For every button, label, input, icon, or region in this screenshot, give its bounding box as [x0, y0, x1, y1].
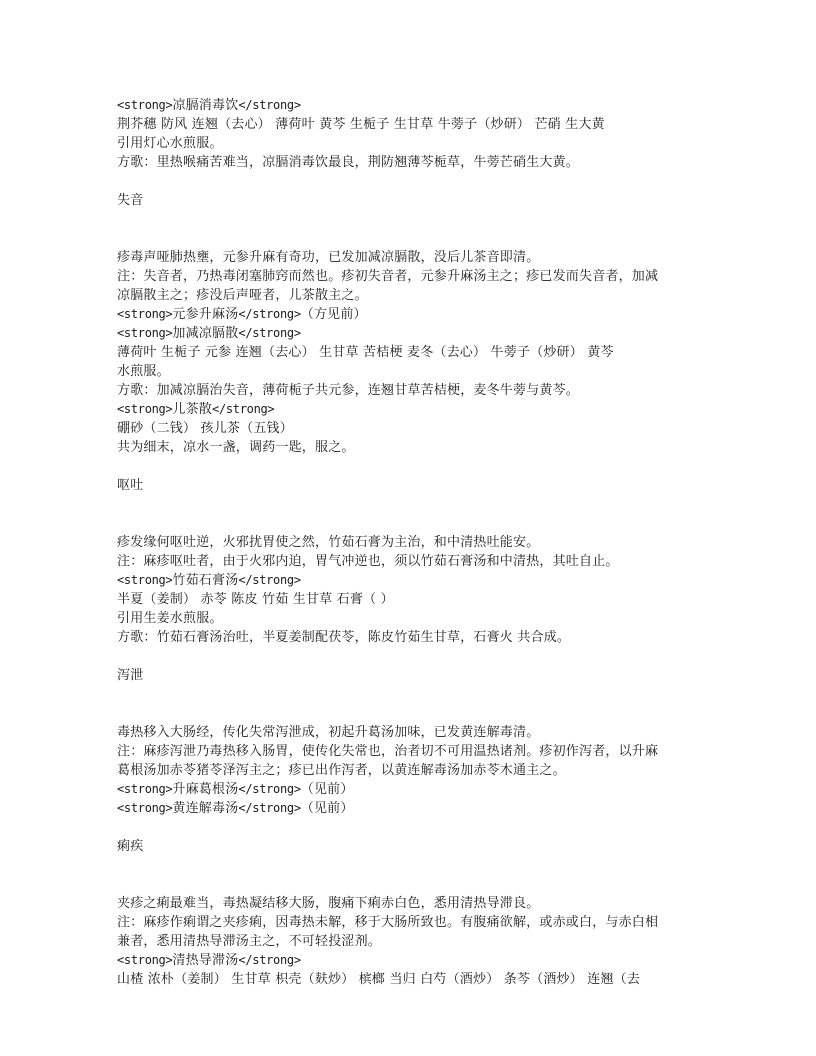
note-line: 注：麻疹呕吐者，由于火邪内迫，胃气冲逆也，须以竹茹石膏汤和中清热，其吐自止。 — [117, 554, 619, 569]
strong-close-tag: </strong> — [238, 953, 301, 967]
strong-close-tag: </strong> — [238, 801, 301, 815]
strong-open-tag: <strong> — [117, 98, 173, 112]
verse-line: 疹毒声哑肺热壅，元参升麻有奇功，已发加减凉膈散，没后儿茶音即清。 — [117, 250, 540, 265]
strong-open-tag: <strong> — [117, 801, 173, 815]
ingredients-line: 荆芥穗 防风 连翘（去心） 薄荷叶 黄芩 生栀子 生甘草 牛蒡子（炒研） 芒硝 生大黄 — [117, 117, 605, 132]
verse-line: 方歌：加减凉膈治失音，薄荷栀子共元参，连翘甘草苦桔梗，麦冬牛蒡与黄芩。 — [117, 383, 580, 398]
formula-name: 凉膈消毒饮 — [172, 98, 239, 113]
strong-close-tag: </strong> — [238, 782, 301, 796]
section-heading: 痢疾 — [117, 839, 144, 854]
verse-line: 方歌：竹茹石膏汤治吐，半夏姜制配茯苓，陈皮竹茹生甘草，石膏火 共合成。 — [117, 630, 571, 645]
verse-line: 疹发缘何呕吐逆，火邪扰胃使之然，竹茹石膏为主治，和中清热吐能安。 — [117, 535, 540, 550]
ingredients-line: 半夏（姜制） 赤苓 陈皮 竹茹 生甘草 石膏（ ） — [117, 592, 394, 607]
ingredients-line: 山楂 浓朴（姜制） 生甘草 枳壳（麸炒） 槟榔 当归 白芍（酒炒） 条芩（酒炒） 连翘（去 — [117, 972, 641, 987]
note-line: 注：麻疹泻泄乃毒热移入肠胃，使传化失常也，治者切不可用温热诸剂。疹初作泻者，以升麻 — [117, 744, 659, 759]
section-liangge-xiaodu-yin — [117, 96, 707, 172]
note-line: 兼者，悉用清热导滞汤主之，不可轻投涩剂。 — [117, 934, 382, 949]
strong-open-tag: <strong> — [117, 782, 173, 796]
ingredients-line: 薄荷叶 生栀子 元参 连翘（去心） 生甘草 苦桔梗 麦冬（去心） 牛蒡子（炒研） 黄芩 — [117, 345, 614, 360]
formula-title — [117, 324, 707, 343]
formula-suffix: （见前） — [300, 782, 354, 797]
note-line: 凉膈散主之；疹没后声哑者，儿茶散主之。 — [117, 288, 368, 303]
strong-close-tag: </strong> — [212, 402, 275, 416]
formula-title — [117, 951, 707, 970]
formula-name: 升麻葛根汤 — [172, 782, 239, 797]
section-heading: 呕吐 — [117, 478, 144, 493]
strong-close-tag: </strong> — [238, 98, 301, 112]
strong-open-tag: <strong> — [117, 953, 173, 967]
verse-line: 夹疹之痢最难当，毒热凝结移大肠，腹痛下痢赤白色，悉用清热导滞良。 — [117, 896, 540, 911]
section-outu — [117, 476, 707, 647]
note-line: 注：麻疹作痢谓之夹疹痢，因毒热未解，移于大肠所致也。有腹痛欲解，或赤或白，与赤白相 — [117, 915, 659, 930]
note-line: 葛根汤加赤苓猪苓泽泻主之；疹已出作泻者，以黄连解毒汤加赤苓木通主之。 — [117, 763, 566, 778]
formula-name: 元参升麻汤 — [172, 307, 239, 322]
strong-close-tag: </strong> — [238, 326, 301, 340]
section-heading: 泻泄 — [117, 668, 144, 683]
formula-name: 清热导滞汤 — [172, 953, 239, 968]
document-page — [117, 96, 707, 989]
strong-open-tag: <strong> — [117, 573, 173, 587]
formula-title — [117, 305, 707, 324]
strong-close-tag: </strong> — [238, 307, 301, 321]
formula-name: 加减凉膈散 — [172, 326, 239, 341]
strong-close-tag: </strong> — [238, 573, 301, 587]
formula-suffix: （方见前） — [300, 307, 367, 322]
formula-name: 竹茹石膏汤 — [172, 573, 239, 588]
strong-open-tag: <strong> — [117, 402, 173, 416]
formula-title — [117, 571, 707, 590]
verse-line: 方歌：里热喉痛苦难当，凉膈消毒饮最良，荆防翘薄芩栀草，牛蒡芒硝生大黄。 — [117, 155, 580, 170]
formula-name: 儿茶散 — [172, 402, 213, 417]
preparation-line: 水煎服。 — [117, 364, 170, 379]
section-shiyin — [117, 191, 707, 457]
preparation-line: 引用生姜水煎服。 — [117, 611, 223, 626]
verse-line: 毒热移入大肠经，传化失常泻泄成，初起升葛汤加味，已发黄连解毒清。 — [117, 725, 540, 740]
strong-open-tag: <strong> — [117, 326, 173, 340]
formula-name: 黄连解毒汤 — [172, 801, 239, 816]
formula-title — [117, 96, 707, 115]
formula-title — [117, 400, 707, 419]
section-heading: 失音 — [117, 193, 144, 208]
formula-title — [117, 780, 707, 799]
section-xiexie — [117, 666, 707, 818]
preparation-line: 引用灯心水煎服。 — [117, 136, 223, 151]
formula-suffix: （见前） — [300, 801, 354, 816]
formula-title — [117, 799, 707, 818]
section-liji — [117, 837, 707, 989]
ingredients-line: 硼砂（二钱） 孩儿茶（五钱） — [117, 421, 293, 436]
strong-open-tag: <strong> — [117, 307, 173, 321]
note-line: 注：失音者，乃热毒闭塞肺窍而然也。疹初失音者，元参升麻汤主之；疹已发而失音者，加减 — [117, 269, 659, 284]
preparation-line: 共为细末，凉水一盏，调药一匙，服之。 — [117, 440, 355, 455]
